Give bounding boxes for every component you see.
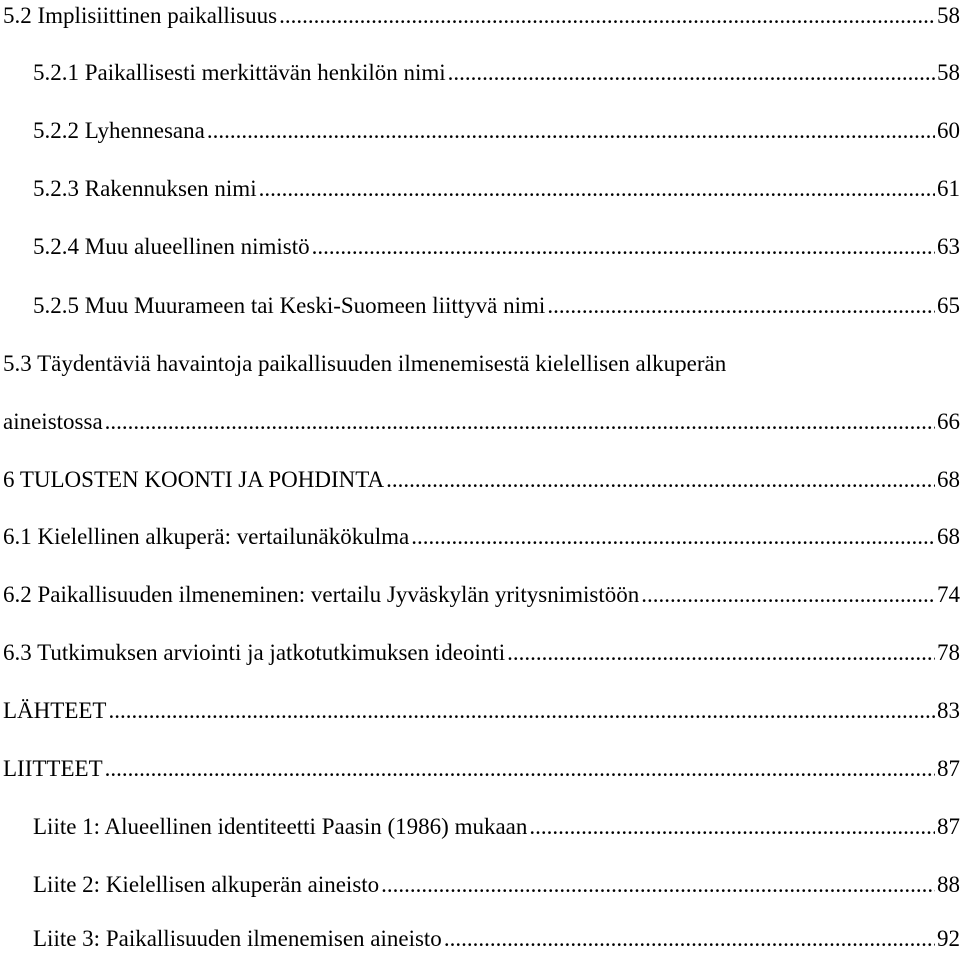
- toc-entry-title: 5.2.3 Rakennuksen nimi: [33, 176, 257, 201]
- toc-entry[interactable]: [33, 232, 960, 262]
- toc-entry-title: LÄHTEET: [3, 698, 107, 723]
- toc-entry[interactable]: [3, 407, 960, 437]
- toc-entry[interactable]: [3, 696, 960, 726]
- toc-entry[interactable]: [3, 349, 960, 379]
- toc-entry-page: 88: [937, 872, 960, 897]
- toc-entry-title: Liite 1: Alueellinen identiteetti Paasin (1986) mukaan: [33, 814, 528, 839]
- toc-entry-title: 5.2.1 Paikallisesti merkittävän henkilön nimi: [33, 60, 446, 85]
- toc-entry-page: 74: [937, 582, 960, 607]
- toc-entry[interactable]: [3, 638, 960, 668]
- toc-entry-page: 87: [937, 756, 960, 781]
- toc-leader-dots: [259, 174, 935, 204]
- toc-leader-dots: [444, 924, 935, 954]
- toc-leader-dots: [641, 580, 935, 610]
- toc-entry[interactable]: [33, 924, 960, 954]
- toc-entry-title: 5.2.2 Lyhennesana: [33, 118, 205, 143]
- toc-entry-page: 68: [937, 524, 960, 549]
- toc-leader-dots: [312, 232, 935, 262]
- toc-leader-dots: [207, 116, 935, 146]
- toc-entry-page: 92: [937, 926, 960, 951]
- toc-entry[interactable]: [3, 522, 960, 552]
- toc-entry-title: 6 TULOSTEN KOONTI JA POHDINTA: [3, 467, 385, 492]
- toc-entry-title: 5.3 Täydentäviä havaintoja paikallisuuden ilmenemisestä kielellisen alkuperän: [3, 351, 727, 376]
- toc-entry-title: 5.2.4 Muu alueellinen nimistö: [33, 234, 310, 259]
- toc-leader-dots: [547, 291, 935, 321]
- toc-entry[interactable]: [33, 174, 960, 204]
- toc-entry-page: 65: [937, 293, 960, 318]
- toc-entry-page: 58: [937, 60, 960, 85]
- toc-leader-dots: [105, 407, 935, 437]
- toc-entry-page: 58: [937, 3, 960, 28]
- toc-leader-dots: [529, 812, 935, 842]
- toc-entry-page: 63: [937, 234, 960, 259]
- toc-entry-title: 5.2.5 Muu Muurameen tai Keski-Suomeen liittyvä nimi: [33, 293, 546, 318]
- toc-entry[interactable]: [3, 580, 960, 610]
- toc-entry[interactable]: [33, 812, 960, 842]
- toc-entry-page: 83: [937, 698, 960, 723]
- toc-entry-title: Liite 3: Paikallisuuden ilmenemisen aineisto: [33, 926, 442, 951]
- toc-entry-page: 68: [937, 467, 960, 492]
- toc-entry[interactable]: [3, 1, 960, 31]
- toc-entry-title: Liite 2: Kielellisen alkuperän aineisto: [33, 872, 380, 897]
- toc-entry[interactable]: [3, 465, 960, 495]
- toc-leader-dots: [279, 1, 935, 31]
- toc-leader-dots: [105, 754, 935, 784]
- toc-entry-page: 87: [937, 814, 960, 839]
- toc-entry-title: 6.1 Kielellinen alkuperä: vertailunäkökulma: [3, 524, 410, 549]
- toc-leader-dots: [108, 696, 935, 726]
- toc-entry[interactable]: [3, 754, 960, 784]
- toc-leader-dots: [386, 465, 935, 495]
- toc-entry-page: 66: [937, 409, 960, 434]
- toc-entry[interactable]: [33, 116, 960, 146]
- toc-entry-page: 78: [937, 640, 960, 665]
- toc-entry[interactable]: [33, 58, 960, 88]
- toc-leader-dots: [448, 58, 935, 88]
- toc-entry-title: 5.2 Implisiittinen paikallisuus: [3, 3, 278, 28]
- toc-leader-dots: [411, 522, 935, 552]
- toc-entry-page: 61: [937, 176, 960, 201]
- toc-entry-title: aineistossa: [3, 409, 103, 434]
- toc-entry-title: 6.3 Tutkimuksen arviointi ja jatkotutkimuksen ideointi: [3, 640, 506, 665]
- toc-leader-dots: [507, 638, 935, 668]
- toc-entry-title: 6.2 Paikallisuuden ilmeneminen: vertailu Jyväskylän yritysnimistöön: [3, 582, 640, 607]
- toc-leader-dots: [381, 870, 935, 900]
- toc-entry-page: 60: [937, 118, 960, 143]
- toc-entry-title: LIITTEET: [3, 756, 103, 781]
- toc-entry[interactable]: [33, 870, 960, 900]
- toc-entry[interactable]: [33, 291, 960, 321]
